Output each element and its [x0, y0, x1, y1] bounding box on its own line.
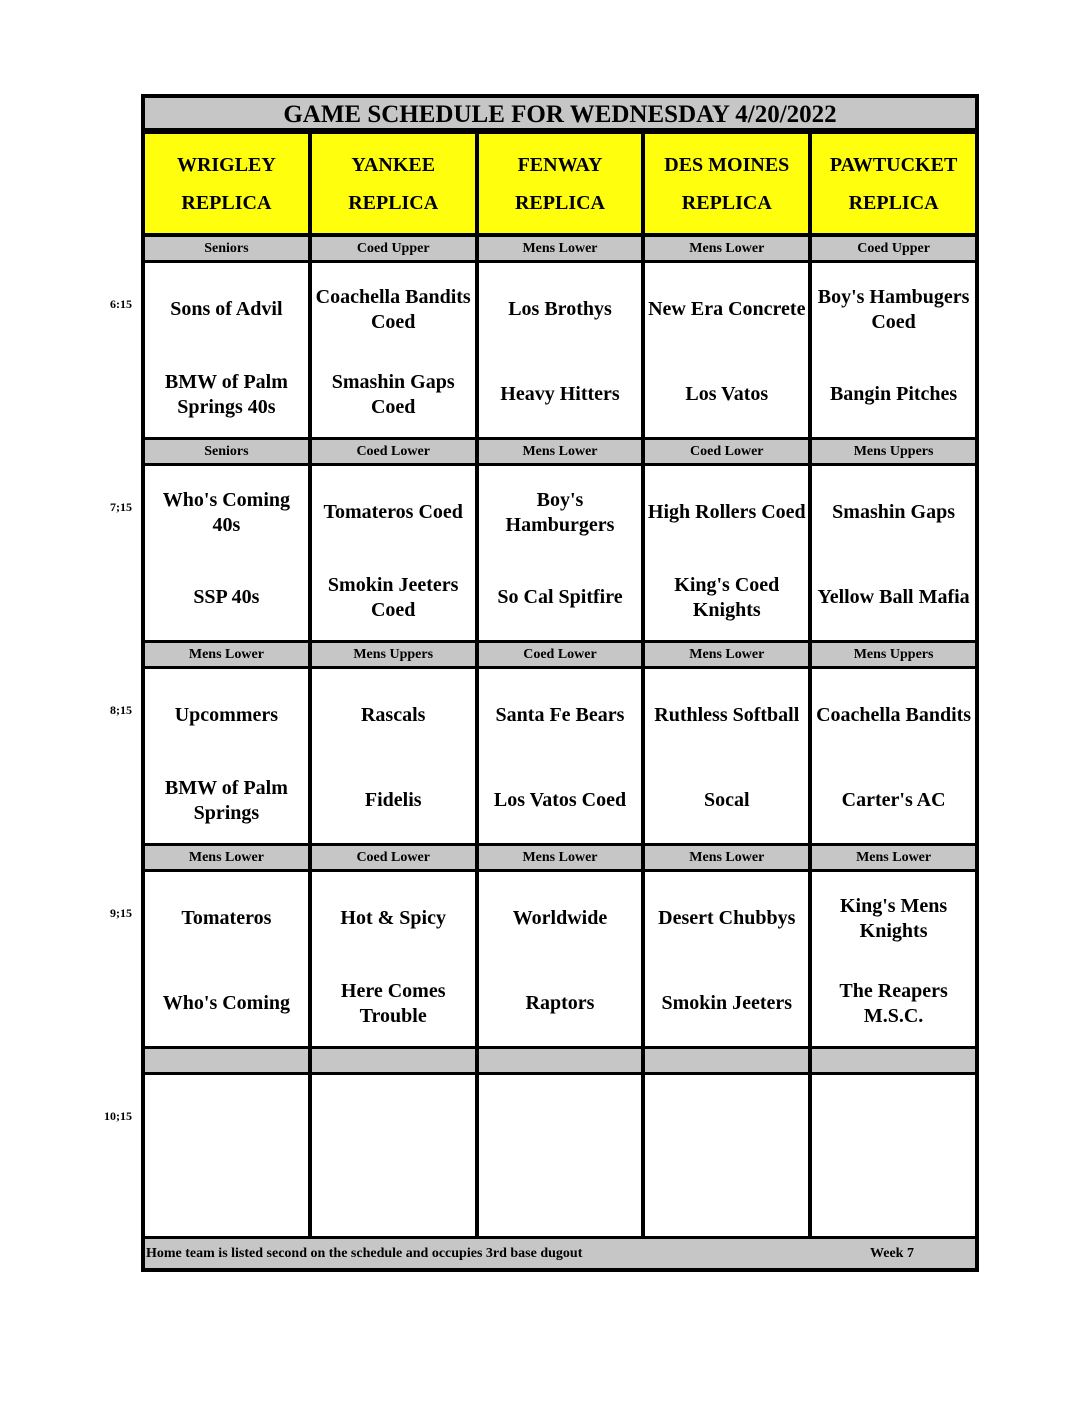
field-name: FENWAY — [517, 153, 603, 176]
home-team: Los Vatos — [685, 383, 769, 405]
game-slot-row — [145, 466, 975, 640]
time-slot-label: 9;15 — [110, 906, 132, 920]
division-label: Mens Lower — [479, 846, 642, 869]
game-cell — [312, 1075, 475, 1249]
away-team: Coachella Bandits Coed — [315, 285, 471, 333]
division-label: Mens Lower — [479, 440, 642, 463]
field-subtitle: REPLICA — [348, 191, 439, 214]
away-team — [479, 1075, 642, 1164]
division-row — [145, 846, 975, 869]
game-cell — [645, 872, 808, 1046]
division-label — [479, 1049, 642, 1072]
field-name: WRIGLEY — [176, 153, 276, 176]
field-header-des-moines — [645, 134, 808, 233]
game-cell — [645, 1075, 808, 1249]
away-team: Upcommers — [174, 704, 279, 726]
division-label — [645, 1049, 808, 1072]
away-team: Sons of Advil — [170, 298, 283, 320]
division-row — [145, 237, 975, 260]
division-label: Mens Uppers — [312, 643, 475, 666]
game-cell — [312, 872, 475, 1046]
home-team: So Cal Spitfire — [497, 586, 623, 608]
time-slot-label: 10;15 — [104, 1109, 132, 1123]
division-label — [812, 1049, 975, 1072]
game-cell — [479, 1075, 642, 1249]
home-team: Los Vatos Coed — [493, 789, 627, 811]
game-cell — [812, 263, 975, 437]
division-label: Coed Lower — [312, 440, 475, 463]
division-label: Coed Lower — [312, 846, 475, 869]
away-team: Los Brothys — [508, 298, 612, 320]
division-label: Coed Upper — [312, 237, 475, 260]
game-cell — [312, 466, 475, 640]
away-team — [812, 1075, 975, 1164]
field-name: DES MOINES — [664, 153, 790, 176]
home-team: Smokin Jeeters Coed — [327, 573, 459, 621]
home-team: Smokin Jeeters — [661, 992, 793, 1014]
game-cell — [645, 669, 808, 843]
game-cell — [812, 466, 975, 640]
game-cell — [645, 263, 808, 437]
home-team: The Reapers M.S.C. — [839, 979, 948, 1027]
footer-note: Home team is listed second on the schedule and occupies 3rd base dugout — [146, 1246, 583, 1261]
field-name: PAWTUCKET — [829, 153, 958, 176]
game-slot-row — [145, 872, 975, 1046]
field-header-row — [145, 134, 975, 233]
game-cell — [812, 669, 975, 843]
game-slot-row — [145, 669, 975, 843]
field-subtitle: REPLICA — [514, 191, 605, 214]
game-cell — [312, 669, 475, 843]
schedule-title: GAME SCHEDULE FOR WEDNESDAY 4/20/2022 — [145, 98, 975, 131]
time-slot-label: 8;15 — [110, 703, 132, 717]
away-team: Rascals — [360, 704, 426, 726]
away-team: Ruthless Softball — [654, 704, 800, 726]
game-cell — [145, 263, 308, 437]
away-team: Who's Coming 40s — [162, 488, 291, 536]
game-cell — [479, 669, 642, 843]
away-team: Coachella Bandits — [816, 704, 972, 726]
game-cell — [145, 1075, 308, 1249]
home-team: BMW of Palm Springs — [164, 776, 288, 824]
field-subtitle: REPLICA — [181, 191, 272, 214]
schedule-table — [141, 94, 979, 1272]
away-team: Worldwide — [512, 907, 608, 929]
game-cell — [312, 263, 475, 437]
home-team: Bangin Pitches — [829, 383, 958, 405]
division-label: Coed Upper — [812, 237, 975, 260]
home-team: Socal — [704, 789, 750, 811]
away-team: Boy's Hamburgers — [505, 488, 615, 536]
game-cell — [479, 263, 642, 437]
field-name: YANKEE — [351, 153, 436, 176]
away-team: Desert Chubbys — [658, 907, 796, 929]
game-cell — [145, 669, 308, 843]
away-team: High Rollers Coed — [647, 501, 806, 523]
game-cell — [479, 872, 642, 1046]
away-team — [145, 1075, 308, 1164]
home-team: Carter's AC — [841, 789, 946, 811]
away-team: Hot & Spicy — [340, 907, 446, 929]
field-subtitle: REPLICA — [848, 191, 939, 214]
division-label: Mens Uppers — [812, 643, 975, 666]
division-label: Mens Lower — [145, 846, 308, 869]
game-cell — [479, 466, 642, 640]
field-header-pawtucket — [812, 134, 975, 233]
home-team: Fidelis — [364, 789, 422, 811]
division-label — [312, 1049, 475, 1072]
away-team: King's Mens Knights — [839, 894, 948, 942]
game-cell — [145, 466, 308, 640]
division-label: Seniors — [145, 237, 308, 260]
division-row — [145, 1049, 975, 1072]
home-team: BMW of Palm Springs 40s — [164, 370, 288, 418]
division-label: Coed Lower — [479, 643, 642, 666]
home-team: Heavy Hitters — [500, 383, 620, 405]
away-team: New Era Concrete — [648, 298, 806, 320]
division-label: Mens Uppers — [812, 440, 975, 463]
away-team — [645, 1075, 808, 1164]
home-team: King's Coed Knights — [674, 573, 780, 621]
away-team — [312, 1075, 475, 1164]
division-label: Seniors — [145, 440, 308, 463]
division-label: Mens Lower — [479, 237, 642, 260]
away-team: Tomateros — [181, 907, 272, 929]
home-team: Yellow Ball Mafia — [817, 586, 970, 608]
division-label — [145, 1049, 308, 1072]
division-row — [145, 643, 975, 666]
game-cell — [145, 872, 308, 1046]
game-slot-row — [145, 263, 975, 437]
home-team: Who's Coming — [162, 992, 291, 1014]
game-cell — [812, 872, 975, 1046]
game-cell — [645, 466, 808, 640]
week-label: Week 7 — [870, 1246, 914, 1261]
division-row — [145, 440, 975, 463]
away-team: Boy's Hambugers Coed — [817, 285, 970, 333]
division-label: Mens Lower — [645, 237, 808, 260]
game-cell — [812, 1075, 975, 1249]
division-label: Mens Lower — [645, 643, 808, 666]
field-header-wrigley — [145, 134, 308, 233]
game-slot-row — [145, 1075, 975, 1249]
home-team: Here Comes Trouble — [340, 979, 446, 1027]
footer-bar — [145, 1236, 975, 1268]
field-subtitle: REPLICA — [681, 191, 772, 214]
field-header-fenway — [479, 134, 642, 233]
home-team: Raptors — [525, 992, 595, 1014]
away-team: Smashin Gaps — [832, 501, 955, 523]
division-label: Coed Lower — [645, 440, 808, 463]
home-team: Smashin Gaps Coed — [331, 370, 455, 418]
division-label: Mens Lower — [145, 643, 308, 666]
away-team: Santa Fe Bears — [495, 704, 625, 726]
division-label: Mens Lower — [645, 846, 808, 869]
time-slot-label: 7;15 — [110, 500, 132, 514]
away-team: Tomateros Coed — [323, 501, 463, 523]
home-team: SSP 40s — [193, 586, 260, 608]
division-label: Mens Lower — [812, 846, 975, 869]
field-header-yankee — [312, 134, 475, 233]
time-slot-label: 6:15 — [110, 297, 132, 311]
